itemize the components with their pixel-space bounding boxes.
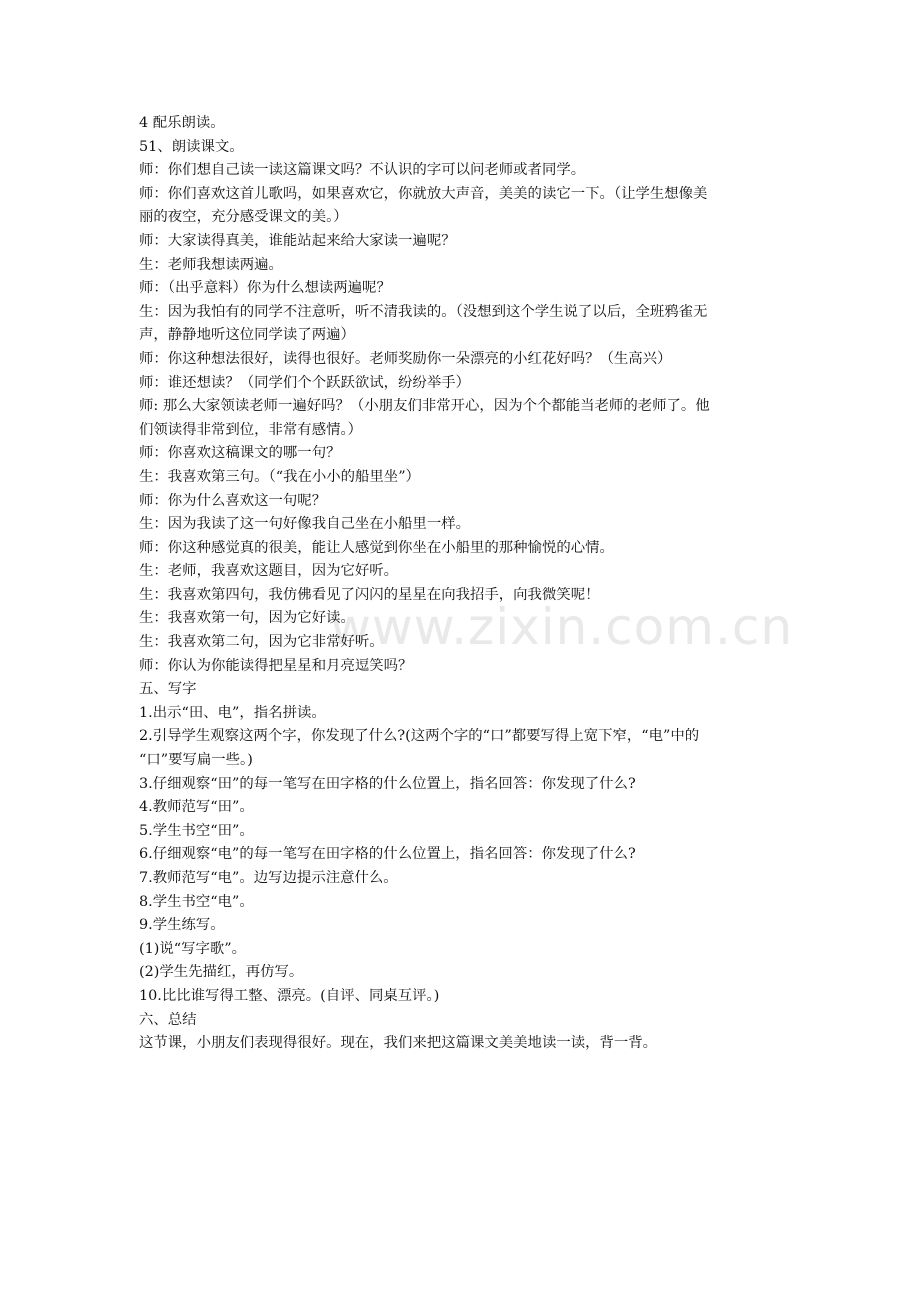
text-line: 生：我喜欢第一句，因为它好读。 [139,610,355,627]
text-line: 生：老师我想读两遍。 [139,256,283,273]
text-line: 生：我喜欢第四句，我仿佛看见了闪闪的星星在向我招手，向我微笑呢！ [139,586,600,603]
text-line: 六、总结 [139,1011,197,1028]
text-line: 8.学生书空“电”。 [139,893,254,910]
text-line: 声，静静地听这位同学读了两遍） [139,327,355,344]
text-line: 7.教师范写“电”。边写边提示注意什么。 [139,870,398,886]
text-line: 五、写字 [139,681,197,698]
text-line: 9.学生练写。 [139,917,225,934]
text-line: 10.比比谁写得工整、漂亮。(自评、同桌互评。) [139,987,440,1004]
text-line: (1)说“写字歌”。 [139,940,247,957]
text-line: 2.引导学生观察这两个字，你发现了什么?(这两个字的“口”都要写得上宽下窄，“电”中的 [139,728,700,745]
text-line: “口”要写扁一些。) [139,752,253,769]
text-line: 师：你为什么喜欢这一句呢？ [139,492,327,509]
document-body [139,112,785,1056]
text-line: 师: 那么大家领读老师一遍好吗？（小朋友们非常开心，因为个个都能当老师的老师了。他 [139,398,710,415]
text-line: 生：老师，我喜欢这题目，因为它好听。 [139,563,399,580]
text-line: 生：我喜欢第二句，因为它非常好听。 [139,634,384,651]
watermark-text: www.zixin.com.cn [330,598,794,656]
text-line: 们领读得非常到位，非常有感情。） [139,421,363,438]
text-line: 生：因为我怕有的同学不注意听，听不清我读的。（没想到这个学生说了以后，全班鸦雀无 [139,303,708,320]
text-line: 4.教师范写“田”。 [139,799,254,816]
text-line: 师：谁还想读？（同学们个个跃跃欲试，纷纷举手） [139,374,470,391]
text-line: 师：你喜欢这稿课文的哪一句？ [139,445,341,462]
text-line: 师：大家读得真美，谁能站起来给大家读一遍呢？ [139,232,456,249]
text-line: 师：你这种感觉真的很美，能让人感觉到你坐在小船里的那种愉悦的心情。 [139,539,614,556]
text-line: (2)学生先描红，再仿写。 [139,964,304,981]
text-line: 3.仔细观察“田”的每一笔写在田字格的什么位置上，指名回答：你发现了什么? [139,775,636,792]
text-line: 这节课，小朋友们表现得很好。现在，我们来把这篇课文美美地读一读，背一背。 [139,1035,658,1052]
text-line: 师：你们想自己读一读这篇课文吗？不认识的字可以问老师或者同学。 [139,162,586,179]
text-line: 4 配乐朗读。 [139,115,225,131]
text-line: 6.仔细观察“电”的每一笔写在田字格的什么位置上，指名回答：你发现了什么? [139,846,636,863]
text-line: 5.学生书空“田”。 [139,822,254,839]
text-line: 师：你这种想法很好，读得也很好。老师奖励你一朵漂亮的小红花好吗？（生高兴） [139,350,672,367]
text-line: 师：你认为你能读得把星星和月亮逗笑吗？ [139,657,413,674]
text-line: 师：你们喜欢这首儿歌吗，如果喜欢它，你就放大声音，美美的读它一下。（让学生想像美 [139,185,708,202]
text-line: 生：我喜欢第三句。（“我在小小的船里坐”） [139,468,420,485]
text-line: 51、朗读课文。 [139,138,244,155]
text-line: 丽的夜空，充分感受课文的美。） [139,209,348,226]
text-line: 1.出示“田、电”，指名拼读。 [139,704,326,721]
text-line: 生：因为我读了这一句好像我自己坐在小船里一样。 [139,516,470,533]
text-line: 师：（出乎意料）你为什么想读两遍呢？ [139,280,391,297]
